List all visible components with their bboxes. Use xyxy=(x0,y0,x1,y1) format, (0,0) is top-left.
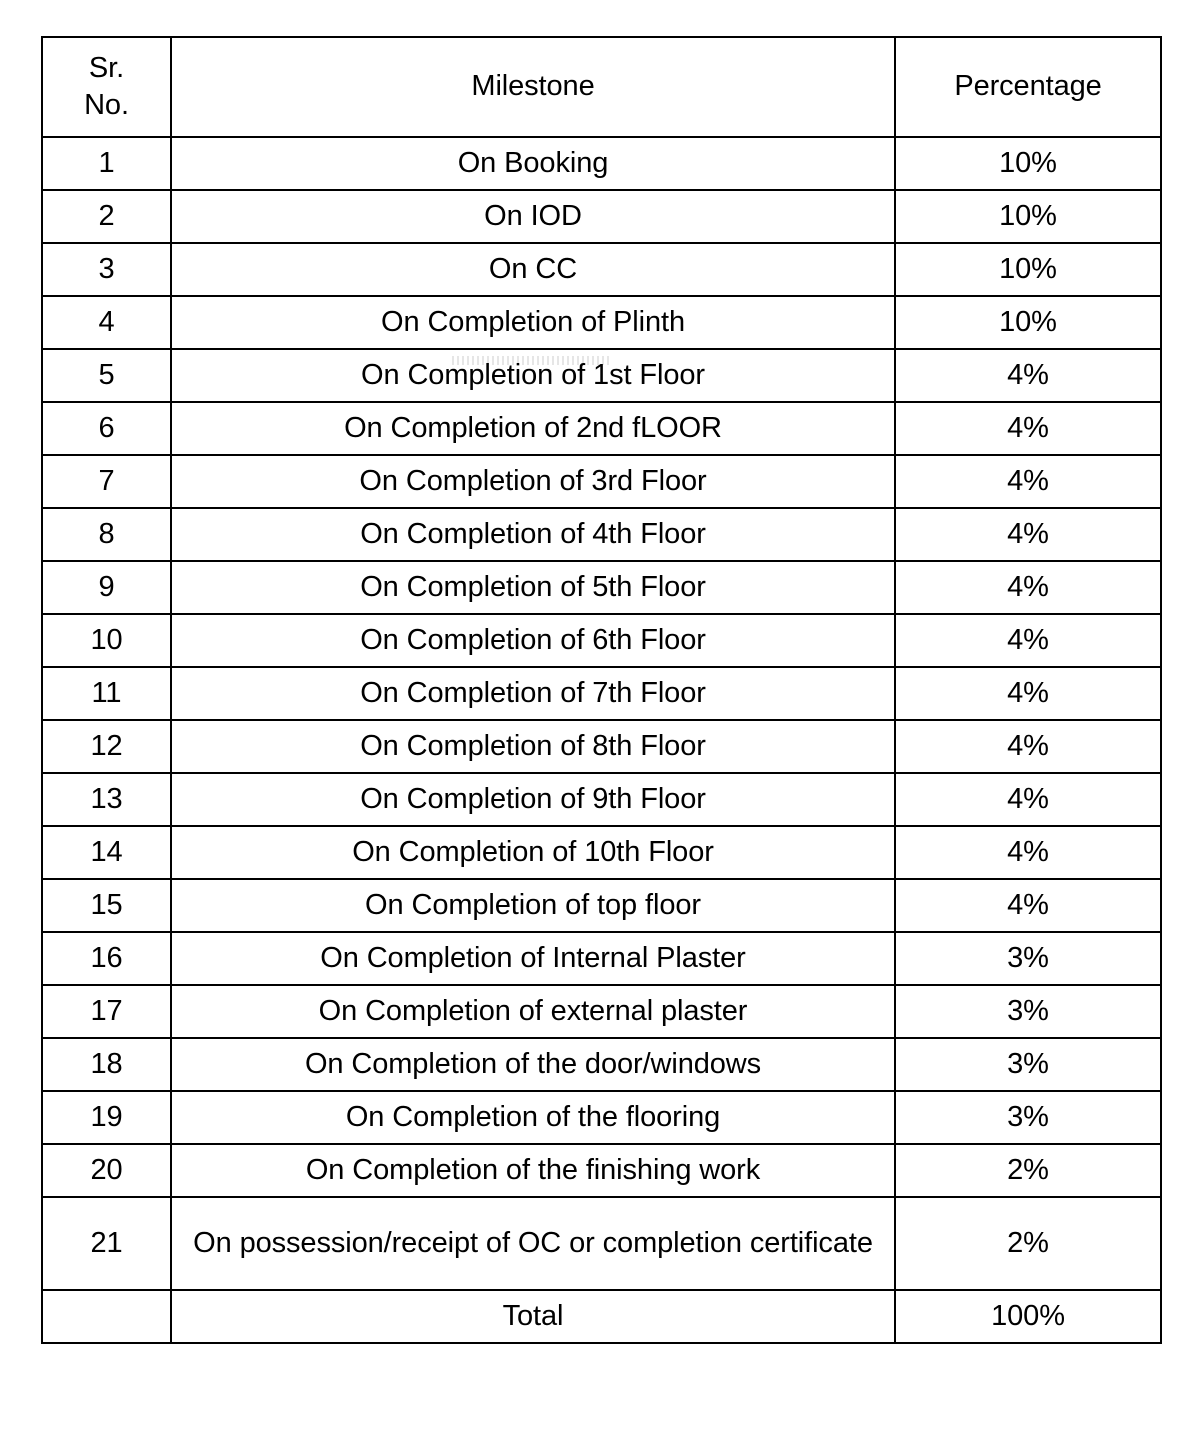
cell-sr-no: 20 xyxy=(42,1144,171,1197)
cell-percentage: 3% xyxy=(895,1038,1161,1091)
table-row xyxy=(42,826,1161,879)
table-row xyxy=(42,1290,1161,1343)
cell-percentage: 3% xyxy=(895,932,1161,985)
cell-milestone: On Completion of 10th Floor xyxy=(171,826,895,879)
column-header-sr-no xyxy=(42,37,171,137)
table-body xyxy=(42,137,1161,1343)
table-row xyxy=(42,614,1161,667)
cell-percentage: 2% xyxy=(895,1144,1161,1197)
cell-sr-no: 15 xyxy=(42,879,171,932)
cell-milestone: On Completion of 1st Floor xyxy=(171,349,895,402)
cell-milestone: On Completion of Plinth xyxy=(171,296,895,349)
column-header-milestone: Milestone xyxy=(171,37,895,137)
cell-percentage: 4% xyxy=(895,720,1161,773)
cell-milestone: On Completion of external plaster xyxy=(171,985,895,1038)
cell-milestone: On Booking xyxy=(171,137,895,190)
cell-milestone: On Completion of 8th Floor xyxy=(171,720,895,773)
table-row xyxy=(42,1091,1161,1144)
cell-sr-no: 1 xyxy=(42,137,171,190)
cell-sr-no: 13 xyxy=(42,773,171,826)
table-row xyxy=(42,455,1161,508)
table-row xyxy=(42,879,1161,932)
table-row xyxy=(42,1144,1161,1197)
cell-milestone: On Completion of 6th Floor xyxy=(171,614,895,667)
cell-sr-no: 16 xyxy=(42,932,171,985)
cell-sr-no: 14 xyxy=(42,826,171,879)
cell-milestone: On Completion of 9th Floor xyxy=(171,773,895,826)
cell-milestone: On Completion of top floor xyxy=(171,879,895,932)
column-header-sr-no-line2: No. xyxy=(84,89,129,121)
cell-sr-no: 11 xyxy=(42,667,171,720)
cell-percentage: 4% xyxy=(895,773,1161,826)
cell-percentage: 10% xyxy=(895,137,1161,190)
table-row xyxy=(42,402,1161,455)
cell-percentage: 4% xyxy=(895,879,1161,932)
table-row xyxy=(42,667,1161,720)
table-header xyxy=(42,37,1161,137)
table-row xyxy=(42,349,1161,402)
cell-sr-no: 17 xyxy=(42,985,171,1038)
table-row xyxy=(42,720,1161,773)
cell-sr-no: 21 xyxy=(42,1197,171,1290)
cell-sr-no: 12 xyxy=(42,720,171,773)
cell-milestone: On Completion of 7th Floor xyxy=(171,667,895,720)
cell-percentage: 10% xyxy=(895,296,1161,349)
cell-percentage: 4% xyxy=(895,402,1161,455)
cell-milestone: Total xyxy=(171,1290,895,1343)
table-row xyxy=(42,773,1161,826)
cell-sr-no: 19 xyxy=(42,1091,171,1144)
header-row xyxy=(42,37,1161,137)
cell-milestone: On Completion of Internal Plaster xyxy=(171,932,895,985)
cell-percentage: 4% xyxy=(895,561,1161,614)
cell-sr-no: 9 xyxy=(42,561,171,614)
cell-percentage: 4% xyxy=(895,614,1161,667)
cell-sr-no: 5 xyxy=(42,349,171,402)
cell-milestone: On Completion of 4th Floor xyxy=(171,508,895,561)
cell-percentage: 4% xyxy=(895,349,1161,402)
cell-sr-no: 2 xyxy=(42,190,171,243)
table-row xyxy=(42,508,1161,561)
column-header-sr-no-line1: Sr. xyxy=(88,51,125,84)
cell-sr-no: 10 xyxy=(42,614,171,667)
cell-percentage: 4% xyxy=(895,508,1161,561)
cell-percentage: 4% xyxy=(895,667,1161,720)
payment-milestone-table xyxy=(41,36,1162,1344)
cell-milestone: On Completion of the flooring xyxy=(171,1091,895,1144)
cell-milestone: On IOD xyxy=(171,190,895,243)
cell-percentage: 4% xyxy=(895,826,1161,879)
cell-percentage: 2% xyxy=(895,1197,1161,1290)
table-row xyxy=(42,137,1161,190)
cell-percentage: 10% xyxy=(895,243,1161,296)
cell-sr-no: 7 xyxy=(42,455,171,508)
cell-sr-no: 8 xyxy=(42,508,171,561)
cell-percentage: 100% xyxy=(895,1290,1161,1343)
cell-percentage: 3% xyxy=(895,1091,1161,1144)
table-row xyxy=(42,243,1161,296)
cell-milestone: On Completion of the door/windows xyxy=(171,1038,895,1091)
table-row xyxy=(42,561,1161,614)
table-row xyxy=(42,985,1161,1038)
cell-milestone: On Completion of 2nd fLOOR xyxy=(171,402,895,455)
column-header-percentage: Percentage xyxy=(895,37,1161,137)
cell-sr-no: 6 xyxy=(42,402,171,455)
cell-sr-no xyxy=(42,1290,171,1343)
cell-sr-no: 4 xyxy=(42,296,171,349)
cell-milestone: On Completion of 5th Floor xyxy=(171,561,895,614)
table-row xyxy=(42,296,1161,349)
table-row xyxy=(42,1038,1161,1091)
cell-milestone: On Completion of 3rd Floor xyxy=(171,455,895,508)
cell-milestone: On possession/receipt of OC or completion certificate xyxy=(171,1197,895,1290)
cell-percentage: 3% xyxy=(895,985,1161,1038)
cell-percentage: 10% xyxy=(895,190,1161,243)
table-row xyxy=(42,1197,1161,1290)
milestone-table-container xyxy=(41,36,1160,1344)
table-row xyxy=(42,932,1161,985)
cell-milestone: On CC xyxy=(171,243,895,296)
cell-milestone: On Completion of the finishing work xyxy=(171,1144,895,1197)
cell-percentage: 4% xyxy=(895,455,1161,508)
table-row xyxy=(42,190,1161,243)
cell-sr-no: 3 xyxy=(42,243,171,296)
cell-sr-no: 18 xyxy=(42,1038,171,1091)
